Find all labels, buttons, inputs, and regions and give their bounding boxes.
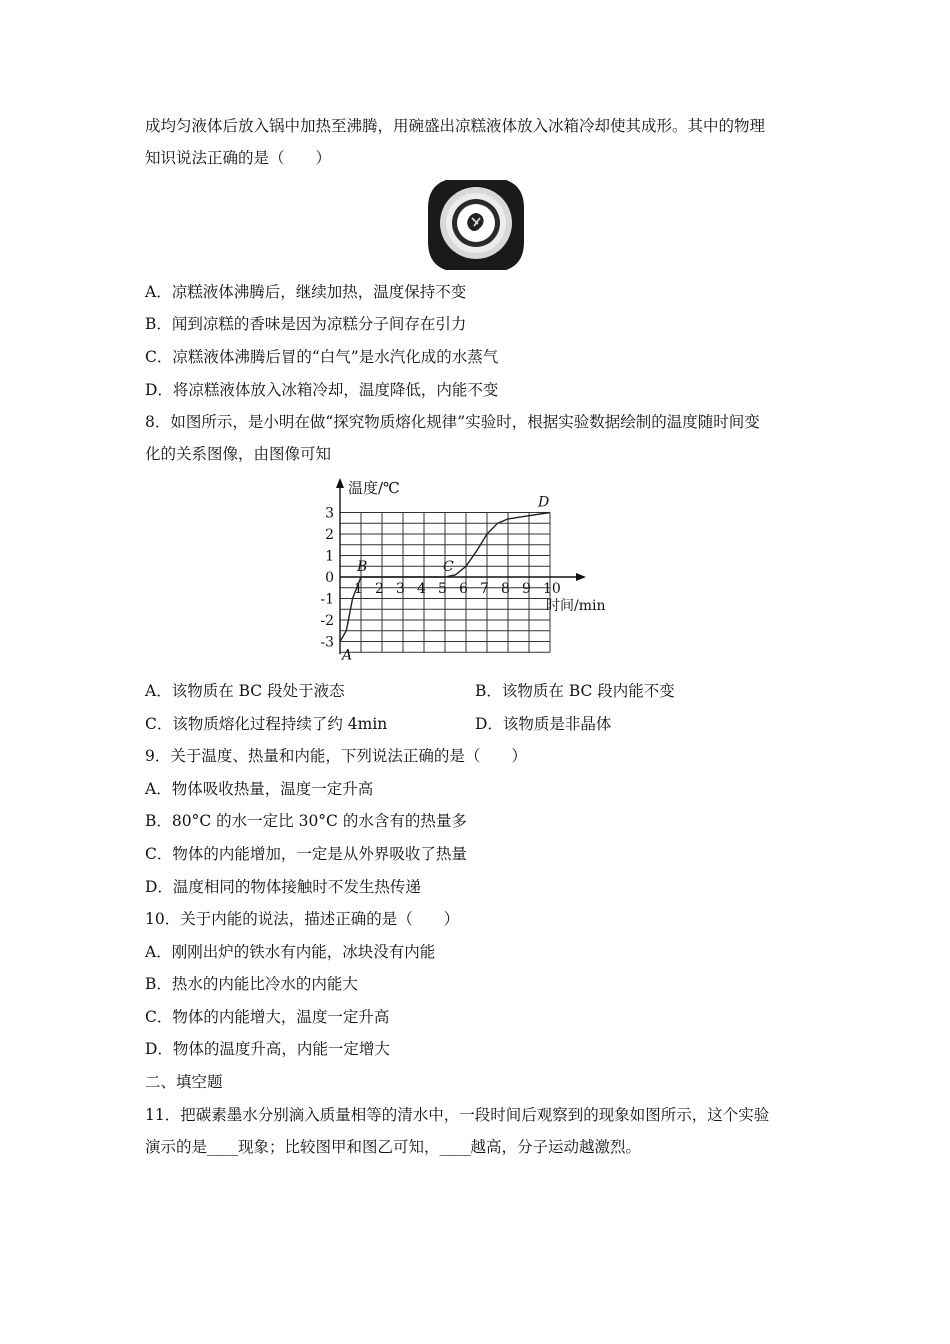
q10-option-c: C．物体的内能增大，温度一定升高: [145, 1008, 390, 1026]
q11-stem-line1: 11．把碳素墨水分别滴入质量相等的清水中，一段时间后观察到的现象如图所示，这个实验: [145, 1106, 770, 1124]
q7-stem-line2: 知识说法正确的是（ ）: [145, 149, 332, 167]
y-axis-arrow: [336, 478, 344, 488]
x-tick-label: 6: [459, 581, 468, 597]
y-tick-label: 3: [325, 505, 334, 522]
x-tick-label: 2: [375, 581, 384, 597]
point-label-c: C: [443, 559, 454, 575]
q7-option-b: B．闻到凉糕的香味是因为凉糕分子间存在引力: [145, 315, 467, 333]
q9-option-b: B．80°C 的水一定比 30°C 的水含有的热量多: [145, 812, 467, 830]
q7-option-a: A．凉糕液体沸腾后，继续加热，温度保持不变: [145, 283, 467, 301]
q7-option-c: C．凉糕液体沸腾后冒的“白气”是水汽化成的水蒸气: [145, 348, 499, 366]
q10-option-a: A．刚刚出炉的铁水有内能，冰块没有内能: [145, 943, 436, 961]
graph-x-axis-label: 时间/min: [546, 598, 606, 614]
y-tick-label: 0: [325, 570, 334, 586]
q9-option-a: A．物体吸收热量，温度一定升高: [145, 780, 374, 798]
q8-option-a: A．该物质在 BC 段处于液态: [145, 682, 345, 700]
q7-option-d: D．将凉糕液体放入冰箱冷却，温度降低，内能不变: [145, 381, 499, 399]
q8-stem-line2: 化的关系图像，由图像可知: [145, 445, 332, 463]
x-tick-label: 8: [501, 581, 510, 597]
y-tick-label: -1: [320, 591, 334, 608]
x-tick-label: 10: [543, 581, 561, 597]
graph-tick-labels: [320, 506, 560, 651]
q9-option-c: C．物体的内能增加，一定是从外界吸收了热量: [145, 845, 467, 863]
section-heading-fill-in: 二、填空题: [145, 1073, 223, 1091]
q8-option-d: D．该物质是非晶体: [475, 715, 612, 733]
x-tick-label: 5: [438, 581, 447, 597]
x-tick-label: 4: [417, 581, 426, 597]
q10-stem: 10．关于内能的说法，描述正确的是（ ）: [145, 910, 460, 928]
graph-y-axis-label: 温度/℃: [348, 479, 400, 497]
y-tick-label: -2: [320, 613, 334, 629]
temperature-time-graph: [316, 474, 636, 668]
q8-stem-line1: 8．如图所示，是小明在做“探究物质熔化规律”实验时，根据实验数据绘制的温度随时间变: [145, 413, 760, 431]
y-tick-label: 1: [325, 548, 334, 565]
q11-stem-line2: 演示的是____现象；比较图甲和图乙可知，____越高，分子运动越激烈。: [145, 1138, 642, 1156]
q7-stem-line1: 成均匀液体后放入锅中加热至沸腾，用碗盛出凉糕液体放入冰箱冷却使其成形。其中的物理: [145, 117, 766, 135]
q10-option-d: D．物体的温度升高，内能一定增大: [145, 1040, 390, 1058]
x-tick-label: 9: [522, 581, 531, 597]
q8-option-c: C．该物质熔化过程持续了约 4min: [145, 715, 388, 733]
x-tick-label: 1: [354, 581, 363, 597]
cake-photo: [428, 180, 524, 270]
q9-option-d: D．温度相同的物体接触时不发生热传递: [145, 878, 421, 896]
point-label-d: D: [538, 494, 550, 511]
q10-option-b: B．热水的内能比冷水的内能大: [145, 975, 358, 993]
x-tick-label: 7: [480, 581, 489, 597]
q8-option-b: B．该物质在 BC 段内能不变: [475, 682, 675, 700]
q9-stem: 9．关于温度、热量和内能，下列说法正确的是（ ）: [145, 747, 527, 765]
point-label-b: B: [357, 559, 368, 575]
x-axis-arrow: [576, 573, 586, 581]
point-label-a: A: [342, 647, 353, 664]
y-tick-label: -3: [320, 634, 334, 651]
x-tick-label: 3: [396, 581, 405, 597]
y-tick-label: 2: [325, 527, 334, 543]
